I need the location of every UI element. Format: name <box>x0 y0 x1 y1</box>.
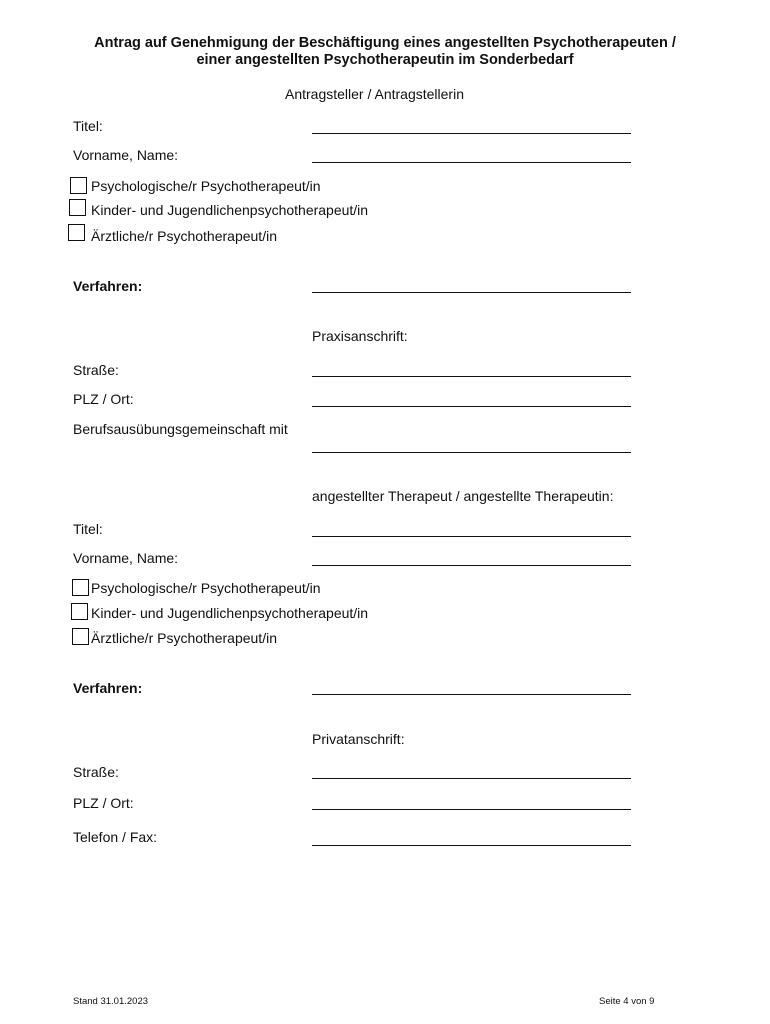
practice-zip-city-label: PLZ / Ort: <box>73 391 134 407</box>
practice-zip-city-field[interactable] <box>312 406 631 407</box>
document-title-line-2: einer angestellten Psychotherapeutin im Sonderbedarf <box>196 52 574 68</box>
phone-fax-field[interactable] <box>312 845 631 846</box>
applicant-checkbox-psychological-label: Psychologische/r Psychotherapeut/in <box>91 178 321 194</box>
private-zip-city-label: PLZ / Ort: <box>73 795 134 811</box>
applicant-procedure-field[interactable] <box>312 292 631 293</box>
private-street-field[interactable] <box>312 778 631 779</box>
employee-checkbox-medical[interactable] <box>72 628 89 645</box>
employee-checkbox-child-youth[interactable] <box>71 603 88 620</box>
applicant-checkbox-child-youth-label: Kinder- und Jugendlichenpsychotherapeut/in <box>91 202 369 218</box>
footer-date: Stand 31.01.2023 <box>73 996 149 1007</box>
employee-checkbox-medical-label: Ärztliche/r Psychotherapeut/in <box>91 630 277 646</box>
applicant-title-field[interactable] <box>312 133 631 134</box>
employee-procedure-field[interactable] <box>312 694 631 695</box>
employee-title-label: Titel: <box>73 521 103 537</box>
applicant-title-label: Titel: <box>73 118 103 134</box>
partnership-field[interactable] <box>312 452 631 453</box>
applicant-checkbox-psychological[interactable] <box>70 177 87 194</box>
employee-checkbox-psychological-label: Psychologische/r Psychotherapeut/in <box>91 580 321 596</box>
phone-fax-label: Telefon / Fax: <box>73 829 158 845</box>
practice-address-heading: Praxisanschrift: <box>312 328 408 344</box>
partnership-label: Berufsausübungsgemeinschaft mit <box>73 421 288 437</box>
document-title-line-1: Antrag auf Genehmigung der Beschäftigung eines angestellten Psychotherapeuten / <box>94 35 676 51</box>
employee-name-label: Vorname, Name: <box>73 550 179 566</box>
footer-page-number: Seite 4 von 9 <box>599 996 655 1007</box>
applicant-procedure-label: Verfahren: <box>73 278 143 294</box>
employee-checkbox-child-youth-label: Kinder- und Jugendlichenpsychotherapeut/in <box>91 605 369 621</box>
private-zip-city-field[interactable] <box>312 809 631 810</box>
employee-heading: angestellter Therapeut / angestellte Therapeutin: <box>312 488 614 504</box>
applicant-checkbox-medical-label: Ärztliche/r Psychotherapeut/in <box>91 228 277 244</box>
applicant-name-label: Vorname, Name: <box>73 147 179 163</box>
employee-name-field[interactable] <box>312 565 631 566</box>
applicant-checkbox-medical[interactable] <box>68 224 85 241</box>
private-address-heading: Privatanschrift: <box>312 731 405 747</box>
applicant-checkbox-child-youth[interactable] <box>69 199 86 216</box>
employee-title-field[interactable] <box>312 536 631 537</box>
applicant-heading: Antragsteller / Antragstellerin <box>285 86 464 102</box>
practice-street-field[interactable] <box>312 376 631 377</box>
employee-procedure-label: Verfahren: <box>73 680 143 696</box>
employee-checkbox-psychological[interactable] <box>72 579 89 596</box>
applicant-name-field[interactable] <box>312 162 631 163</box>
private-street-label: Straße: <box>73 764 119 780</box>
practice-street-label: Straße: <box>73 362 119 378</box>
